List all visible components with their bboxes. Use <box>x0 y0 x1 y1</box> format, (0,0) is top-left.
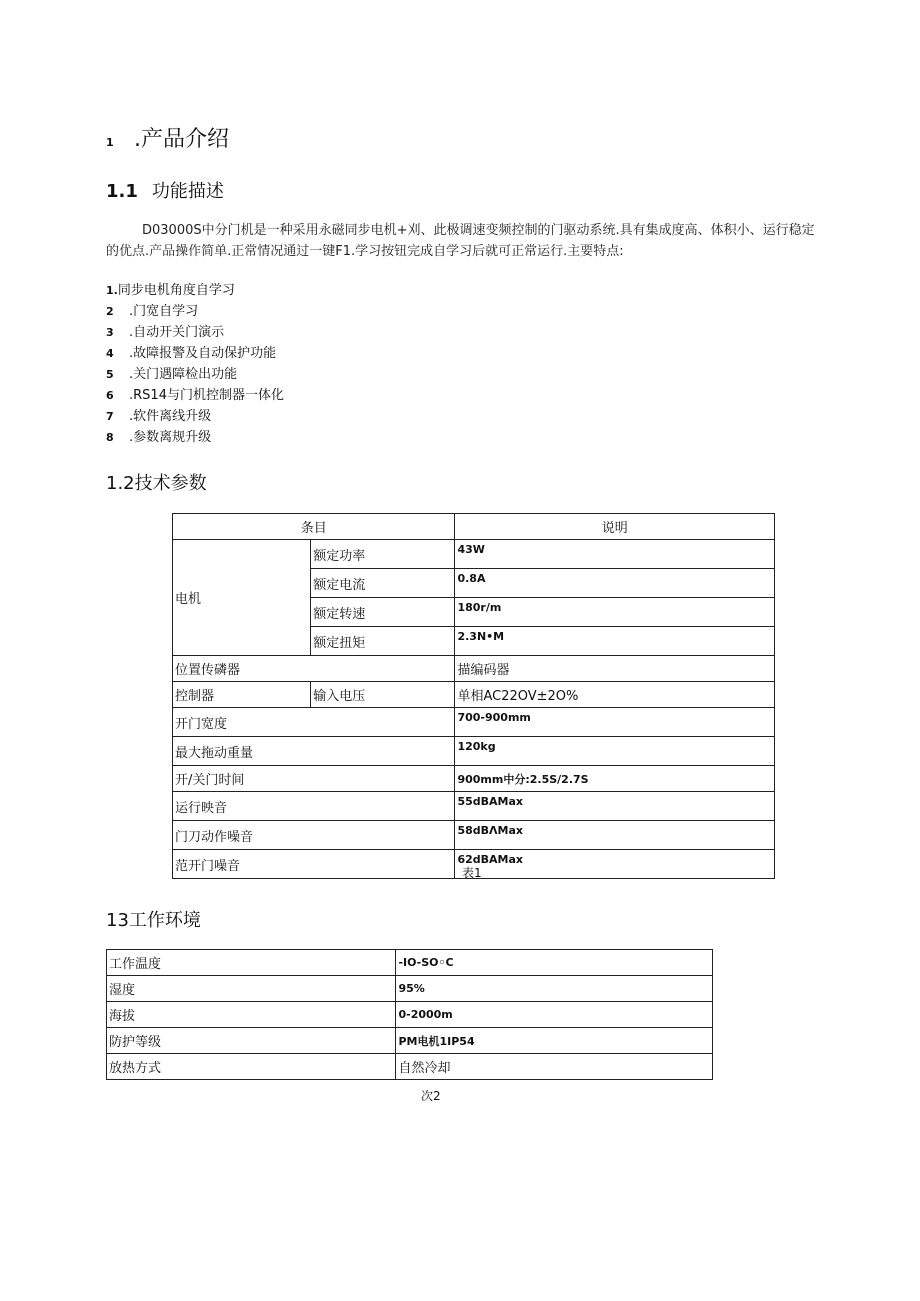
table-cell: 开门宽度 <box>173 708 455 737</box>
table-cell: 最大拖动重量 <box>173 737 455 766</box>
table-cell: 额定电流 <box>311 569 455 598</box>
intro-paragraph <box>106 220 846 262</box>
table-cell: 开/关门时间 <box>173 766 455 792</box>
intro-line-1: D03000S中分门机是一种采用永磁同步电机+刈、此极调速变频控制的门驱动系统.具有集成度高、体积小、运行稳定 <box>142 223 815 238</box>
table-row <box>173 821 775 850</box>
table-cell: 控制器 <box>173 682 311 708</box>
table-row <box>107 1054 713 1080</box>
table-cell: 防护等级 <box>107 1028 396 1054</box>
environment-table <box>106 949 713 1080</box>
table-cell: 2.3N•M <box>455 627 775 656</box>
list-item: 3 .自动开关门演示 <box>106 325 225 340</box>
table-cell: 位置传磷器 <box>173 656 455 682</box>
list-item: 6 .RS14与门机控制器一体化 <box>106 388 284 403</box>
table-cell: 180r/m <box>455 598 775 627</box>
table-cell: 43W <box>455 540 775 569</box>
table-cell: PM电机1IP54 <box>396 1028 713 1054</box>
table-header-desc: 说明 <box>455 514 775 540</box>
table-cell: 120kg <box>455 737 775 766</box>
section-1-number: 1 <box>106 136 114 149</box>
section-1-1-number: 1.1 <box>106 181 138 202</box>
table-cell: 海拔 <box>107 1002 396 1028</box>
table-row <box>173 514 775 540</box>
intro-line-2: 的优点.产品操作简单.正常情况通过一键F1.学习按钮完成自学习后就可正常运行.主要特点: <box>106 244 624 259</box>
table-row <box>107 1028 713 1054</box>
table-row <box>173 766 775 792</box>
table-row <box>107 976 713 1002</box>
table-row <box>173 656 775 682</box>
table-cell: 58dBΛMax <box>455 821 775 850</box>
table-row <box>173 792 775 821</box>
table-cell: 运行映音 <box>173 792 455 821</box>
list-item: 4 .故障报警及自动保护功能 <box>106 346 277 361</box>
table-cell: 0-2000m <box>396 1002 713 1028</box>
table-header-item: 条目 <box>173 514 455 540</box>
table-row <box>107 1002 713 1028</box>
tech-params-table <box>172 513 775 879</box>
table-cell: 900mm中分:2.5S/2.7S <box>455 766 775 792</box>
section-1-1-heading <box>106 177 224 203</box>
table-cell: 单相AC22OV±2O% <box>455 682 775 708</box>
motor-label-cell: 电机 <box>173 540 311 656</box>
table-row <box>173 737 775 766</box>
section-1-heading <box>106 122 229 153</box>
table-row <box>173 540 775 569</box>
table-cell: 门刀动作噪音 <box>173 821 455 850</box>
section-1-3-heading: 13工作环境 <box>106 910 201 931</box>
table-cell: 自然冷却 <box>396 1054 713 1080</box>
table-cell: 55dBAMax <box>455 792 775 821</box>
table-row <box>173 708 775 737</box>
table-row <box>107 950 713 976</box>
list-item: 8 .参数离规升级 <box>106 430 212 445</box>
table-cell: 95% <box>396 976 713 1002</box>
table-cell: 0.8A <box>455 569 775 598</box>
section-1-2-heading: 1.2技术参数 <box>106 473 207 494</box>
feature-list <box>106 280 284 448</box>
list-item: 7 .软件离线升级 <box>106 409 212 424</box>
table-cell: 范开门噪音 <box>173 850 455 879</box>
table-row <box>173 682 775 708</box>
list-item: 1.同步电机角度自学习 <box>106 283 235 298</box>
table-cell: 700-900mm <box>455 708 775 737</box>
table-cell: 工作温度 <box>107 950 396 976</box>
table-cell: 放热方式 <box>107 1054 396 1080</box>
table-cell: 输入电压 <box>311 682 455 708</box>
list-item: 2 .门宽自学习 <box>106 304 199 319</box>
section-1-title: .产品介绍 <box>134 127 229 152</box>
section-1-1-title: 功能描述 <box>151 181 224 202</box>
table-2-caption: 次2 <box>421 1089 441 1103</box>
table-cell: 62dBAMax <box>455 850 775 879</box>
table-cell: 描编码器 <box>455 656 775 682</box>
table-cell: 额定转速 <box>311 598 455 627</box>
table-cell: 额定扭矩 <box>311 627 455 656</box>
table-cell: -IO-SO◦C <box>396 950 713 976</box>
table-cell: 湿度 <box>107 976 396 1002</box>
list-item: 5 .关门遇障检出功能 <box>106 367 238 382</box>
table-cell: 额定功率 <box>311 540 455 569</box>
table-1-caption: 表1 <box>462 866 482 880</box>
